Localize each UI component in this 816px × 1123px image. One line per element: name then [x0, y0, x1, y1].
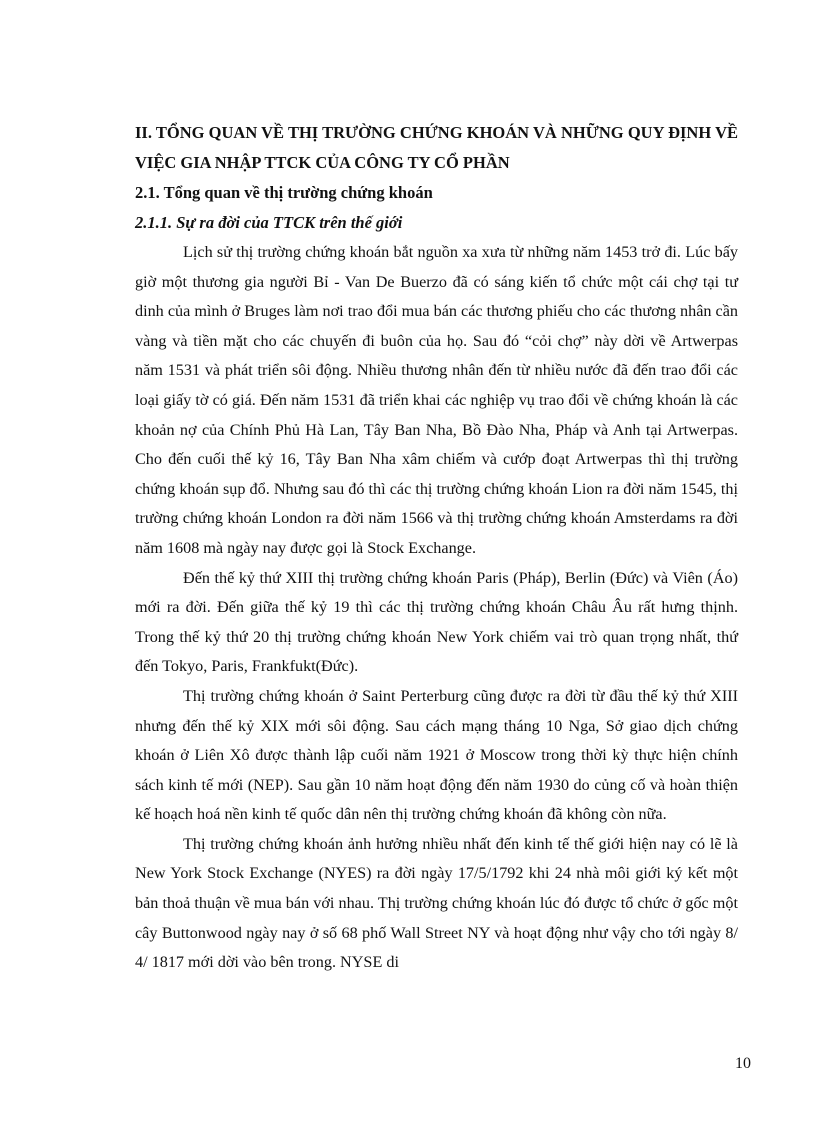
body-paragraph-1: Lịch sử thị trường chứng khoán bắt nguồn xa xưa từ những năm 1453 trở đi. Lúc bấy giờ một thương gia người Bỉ - Van De Buerzo đã có sáng kiến tổ chức một cái chợ tại tư dinh của mình ở Bruges làm nơi trao đổi mua bán các thương phiếu cho các thương nhân cần vàng và tiền mặt cho các chuyến đi buôn của họ. Sau đó “cỏi chợ” này dời về Artwerpas năm 1531 và phát triển sôi động. Nhiều thương nhân đến từ nhiều nước đã đến trao đổi các loại giấy tờ có giá. Đến năm 1531 đã triển khai các nghiệp vụ trao đổi về chứng khoán là các khoản nợ của Chính Phủ Hà Lan, Tây Ban Nha, Bồ Đào Nha, Pháp và Anh tại Artwerpas. Cho đến cuối thế kỷ 16, Tây Ban Nha xâm chiếm và cướp đoạt Artwerpas thì thị trường chứng khoán sụp đổ. Nhưng sau đó thì các thị trường chứng khoán Lion ra đời năm 1545, thị trường chứng khoán London ra đời năm 1566 và thị trường chứng khoán Amsterdams ra đời năm 1608 mà ngày nay được gọi là Stock Exchange. — [135, 243, 738, 557]
body-paragraph-4: Thị trường chứng khoán ảnh hưởng nhiều nhất đến kinh tế thế giới hiện nay có lẽ là New York Stock Exchange (NYES) ra đời ngày 17/5/1792 khi 24 nhà môi giới ký kết một bản thoả thuận về mua bán với nhau. Thị trường chứng khoán lúc đó được tổ chức ở gốc một cây Buttonwood ngày nay ở số 68 phố Wall Street NY và hoạt động như vậy cho tới ngày 8/ 4/ 1817 mới dời vào bên trong. NYSE di — [135, 834, 738, 972]
subsubsection-heading: 2.1.1. Sự ra đời của TTCK trên thế giới — [135, 213, 403, 232]
page-content — [135, 118, 738, 978]
body-paragraph-2: Đến thế kỷ thứ XIII thị trường chứng khoán Paris (Pháp), Berlin (Đức) và Viên (Áo) mới ra đời. Đến giữa thế kỷ 19 thì các thị trường chứng khoán Châu Âu rất hưng thịnh. Trong thế kỷ thứ 20 thị trường chứng khoán New York chiếm vai trò quan trọng nhất, thứ đến Tokyo, Paris, Frankfukt(Đức). — [135, 568, 738, 676]
section-heading: II. TỔNG QUAN VỀ THỊ TRƯỜNG CHỨNG KHOÁN VÀ NHỮNG QUY ĐỊNH VỀ VIỆC GIA NHẬP TTCK CỦA CÔNG TY CỔ PHẦN — [135, 123, 738, 172]
page-number: 10 — [735, 1055, 751, 1072]
subsection-heading: 2.1. Tổng quan về thị trường chứng khoán — [135, 183, 433, 202]
body-paragraph-3: Thị trường chứng khoán ở Saint Perterburg cũng được ra đời từ đầu thế kỷ thứ XIII nhưng đến thế kỷ XIX mới sôi động. Sau cách mạng tháng 10 Nga, Sở giao dịch chứng khoán ở Liên Xô được thành lập cuối năm 1921 ở Moscow trong thời kỳ thực hiện chính sách kinh tế mới (NEP). Sau gần 10 năm hoạt động đến năm 1930 do củng cố và hoàn thiện kế hoạch hoá nền kinh tế quốc dân nên thị trường chứng khoán đã không còn nữa. — [135, 686, 738, 824]
